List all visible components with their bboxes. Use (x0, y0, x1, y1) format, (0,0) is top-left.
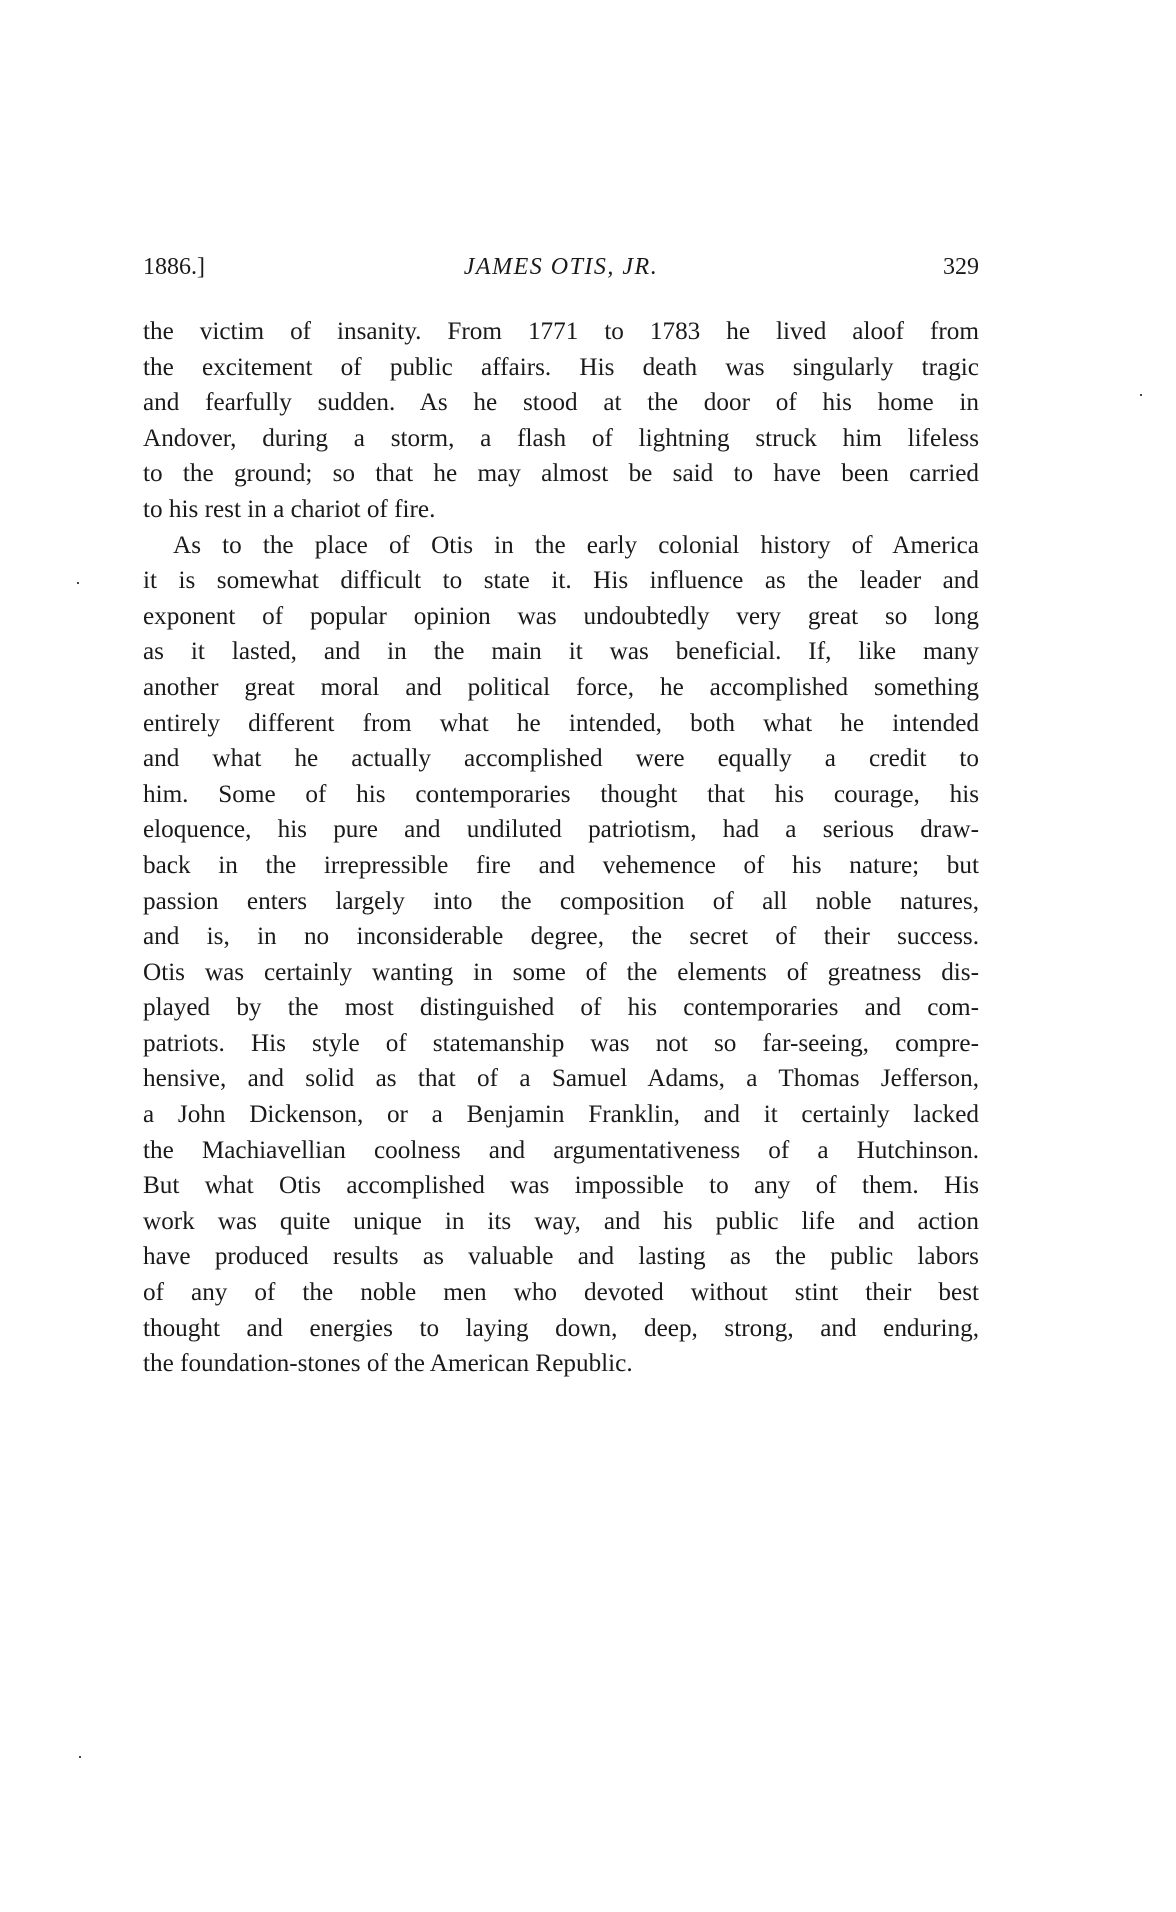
running-head-title: JAMES OTIS, JR. (463, 254, 659, 280)
text-line: another great moral and political force, he accomplished something (143, 673, 979, 701)
text-line: eloquence, his pure and undiluted patriotism, had a serious draw- (143, 816, 979, 844)
scan-speck (1140, 394, 1142, 396)
text-line: patriots. His style of statemanship was not so far-seeing, compre- (143, 1029, 979, 1057)
text-line: exponent of popular opinion was undoubtedly very great so long (143, 602, 979, 630)
scan-speck (77, 582, 79, 584)
text-line: thought and energies to laying down, deep, strong, and enduring, (143, 1314, 979, 1342)
running-head-year: 1886.] (143, 254, 205, 280)
text-line: it is somewhat difficult to state it. His influence as the leader and (143, 567, 979, 595)
text-line: As to the place of Otis in the early colonial history of America (173, 531, 979, 559)
body-text (143, 314, 979, 1382)
text-line: Andover, during a storm, a flash of lightning struck him lifeless (143, 424, 979, 452)
text-line: the excitement of public affairs. His death was singularly tragic (143, 353, 979, 381)
text-line: work was quite unique in its way, and his public life and action (143, 1207, 979, 1235)
text-line: played by the most distinguished of his contemporaries and com- (143, 994, 979, 1022)
text-line: the foundation-stones of the American Republic. (143, 1350, 633, 1378)
text-line: and what he actually accomplished were equally a credit to (143, 745, 979, 773)
text-line: But what Otis accomplished was impossible to any of them. His (143, 1172, 979, 1200)
running-head (143, 250, 979, 284)
text-line: hensive, and solid as that of a Samuel Adams, a Thomas Jefferson, (143, 1065, 979, 1093)
text-line: to the ground; so that he may almost be said to have been carried (143, 460, 979, 488)
text-line: passion enters largely into the composition of all noble natures, (143, 887, 979, 915)
text-line: and fearfully sudden. As he stood at the door of his home in (143, 389, 979, 417)
page-number: 329 (943, 254, 979, 280)
text-line: and is, in no inconsiderable degree, the secret of their success. (143, 923, 979, 951)
text-line: the victim of insanity. From 1771 to 1783 he lived aloof from (143, 318, 979, 345)
text-line: back in the irrepressible fire and vehemence of his nature; but (143, 851, 979, 879)
text-line: have produced results as valuable and lasting as the public labors (143, 1243, 979, 1271)
text-line: entirely different from what he intended, both what he intended (143, 709, 979, 737)
text-line: a John Dickenson, or a Benjamin Franklin, and it certainly lacked (143, 1101, 979, 1129)
text-line: Otis was certainly wanting in some of the elements of greatness dis- (143, 958, 979, 986)
scan-speck (79, 1756, 81, 1758)
text-line: the Machiavellian coolness and argumentativeness of a Hutchinson. (143, 1136, 979, 1164)
text-line: him. Some of his contemporaries thought that his courage, his (143, 780, 979, 808)
text-line: to his rest in a chariot of fire. (143, 495, 436, 523)
text-line: of any of the noble men who devoted without stint their best (143, 1279, 979, 1307)
text-line: as it lasted, and in the main it was beneficial. If, like many (143, 638, 979, 666)
